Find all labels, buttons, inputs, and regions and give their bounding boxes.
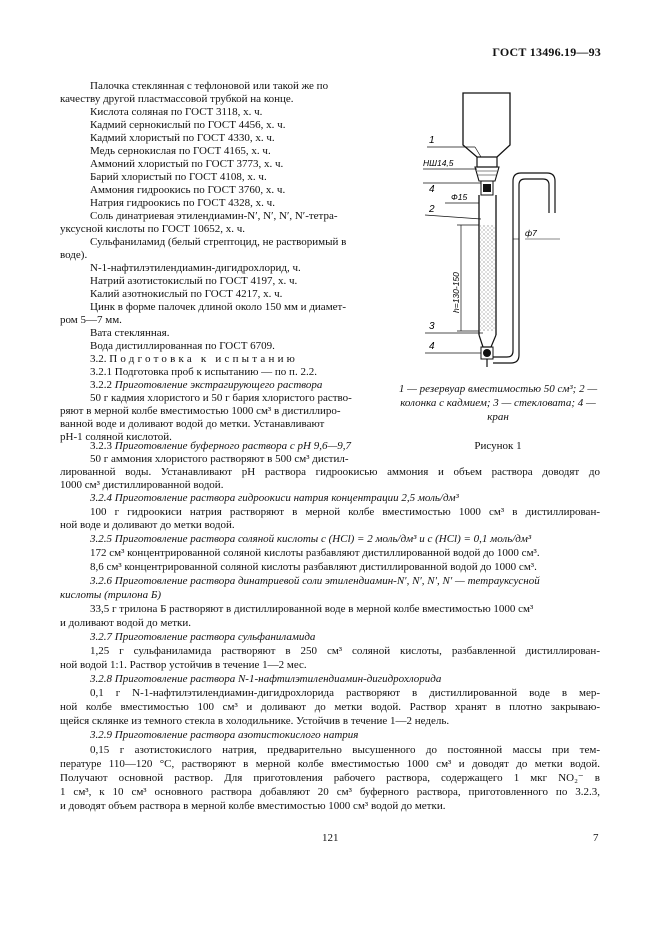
text-line: 0,1 г N-1-нафтилэтилендиамин-дигидрохлорида растворяют в дистиллированной воде в мер- (90, 687, 600, 699)
fig-label: 4 (429, 341, 435, 352)
text-line: щейся склянке из темного стекла в холодильнике. Устойчив в течение 1—2 недель. (60, 715, 450, 727)
text-line: Сульфаниламид (белый стрептоцид, не растворимый в (90, 236, 347, 248)
text-line: 50 г аммония хлористого растворяют в 500 см³ дистил- (90, 453, 349, 465)
apparatus-figure (395, 85, 600, 385)
subsection-heading: 3.2.9 Приготовление раствора азотистокислого натрия (90, 729, 359, 741)
text-line: 33,5 г трилона Б растворяют в дистиллированной воде в мерной колбе вместимостью 1000 см³ (90, 603, 534, 615)
figure-caption: 1 — резервуар вместимостью 50 см³; 2 — колонка с кадмием; 3 — стекловата; 4 — кран (398, 383, 598, 423)
text-line: Аммоний хлористый по ГОСТ 3773, х. ч. (90, 158, 284, 170)
text-line: ванной воде и доливают водой до метки. Устанавливают (60, 418, 325, 430)
text-line: Соль динатриевая этилендиамин-N′, N′, N′, N′-тетра- (90, 210, 338, 222)
subsection-heading: кислоты (трилона Б) (60, 589, 161, 601)
fig-label: 4 (429, 184, 435, 195)
text-line: Медь сернокислая по ГОСТ 4165, х. ч. (90, 145, 271, 157)
text-line: Кислота соляная по ГОСТ 3118, х. ч. (90, 106, 263, 118)
text-line: и доливают водой до метки. (60, 617, 192, 629)
text-line: Кадмий хлористый по ГОСТ 4330, х. ч. (90, 132, 275, 144)
subsection-title: Приготовление экстрагирующего раствора (114, 379, 323, 391)
text-line: Натрий азотистокислый по ГОСТ 4197, х. ч. (90, 275, 298, 287)
section-title: Подготовка к испытанию (109, 353, 299, 365)
text-line: ной воде и доливают до метки водой. (60, 519, 235, 531)
text-line: ной водой 1:1. Раствор устойчив в течение 1—2 мес. (60, 659, 307, 671)
text-line: 1,25 г сульфаниламида растворяют в 250 см³ соляной кислоты, разбавленной дистиллирован- (90, 645, 600, 657)
text-line: и доводят объем раствора в мерной колбе вместимостью 1000 см³ водой до метки. (60, 800, 446, 812)
text-line: Кадмий сернокислый по ГОСТ 4456, х. ч. (90, 119, 286, 131)
text-line: Цинк в форме палочек длиной около 150 мм и диамет- (90, 301, 347, 313)
text-line: пературе 110—120 °С, растворяют в мерной колбе вместимостью 1000 см³ и доводят до метки водой. (60, 758, 600, 770)
text-line: 1 см³, к 10 см³ основного раствора добавляют 20 см³ буферного раствора, приготовленного по 3.2.3, (60, 786, 600, 798)
fig-label: h=130-150 (451, 272, 461, 313)
document-header: ГОСТ 13496.19—93 (492, 45, 601, 59)
text-line: 0,15 г азотистокислого натрия, предварительно высушенного до постоянной массы при тем- (90, 744, 600, 756)
fig-label: 3 (429, 321, 435, 332)
text-line: Палочка стеклянная с тефлоновой или такой же по (90, 80, 329, 92)
subsection-number: 3.2.2 (90, 379, 115, 391)
cadmium-column (479, 195, 496, 347)
fig-label: Ф15 (451, 192, 468, 202)
text-line: ряют в мерной колбе вместимостью 1000 см³ в дистиллиро- (60, 405, 341, 417)
subsection-title: Приготовление буферного раствора с pH 9,6—9,7 (114, 440, 352, 452)
section-number: 3.2. (90, 353, 110, 365)
text-line: лированной воды. Устанавливают pH раствора гидроокисью аммония и объем раствора доводят до (60, 466, 600, 478)
text-line: N-1-нафтилэтилендиамин-дигидрохлорид, ч. (90, 262, 301, 274)
fig-label: ф7 (525, 228, 537, 238)
subsection-heading (60, 440, 415, 453)
subsection-heading: 3.2.5 Приготовление раствора соляной кислоты с (HCl) = 2 моль/дм³ и с (HCl) = 0,1 моль/дм³ (90, 533, 532, 545)
text-line: ром 5—7 мм. (60, 314, 122, 326)
text-line: 50 г кадмия хлористого и 50 г бария хлористого раство- (90, 392, 352, 404)
text-line: pH-1 соляной кислотой. (60, 431, 172, 443)
text-line: Вата стеклянная. (90, 327, 170, 339)
subsection-number: 3.2.3 (90, 440, 115, 452)
text-line: Вода дистиллированная по ГОСТ 6709. (90, 340, 275, 352)
lower-stopcock (481, 347, 493, 367)
outlet-tube (493, 173, 560, 363)
figure-title: Рисунок 1 (474, 440, 522, 452)
text-line: 172 см³ концентрированной соляной кислоты разбавляют дистиллированной водой до 1000 см³. (90, 547, 540, 559)
text-line: 100 г гидроокиси натрия растворяют в мерной колбе вместимостью 1000 см³ в дистиллирован- (90, 506, 600, 518)
subsection-heading: 3.2.8 Приготовление раствора N-1-нафтилэтилендиамин-дигидрохлорида (90, 673, 442, 685)
ground-joint (475, 167, 499, 181)
text-line: Калий азотнокислый по ГОСТ 4217, х. ч. (90, 288, 283, 300)
text-line: Барий хлористый по ГОСТ 4108, х. ч. (90, 171, 267, 183)
sheet-number: 7 (593, 832, 599, 844)
subsection-heading: 3.2.4 Приготовление раствора гидроокиси натрия концентрации 2,5 моль/дм³ (90, 492, 459, 504)
fig-label: НШ14,5 (423, 158, 454, 168)
section-heading (60, 353, 415, 366)
text-line: ной колбе вместимостью 100 см³ и доливают до метки водой. Раствор хранят в плотно закрываю- (60, 701, 600, 713)
text-line: Получают основной раствор. Для приготовления рабочего раствора, содержащего 1 мкг NO₂⁻ в (60, 772, 600, 784)
page-number: 121 (322, 832, 339, 844)
text-line: Аммония гидроокись по ГОСТ 3760, х. ч. (90, 184, 286, 196)
text-line: 8,6 см³ концентрированной соляной кислоты разбавляют дистиллированной водой до 1000 см³. (90, 561, 537, 573)
text-line: 1000 см³ дистиллированной водой. (60, 479, 224, 491)
text-line: воде). (60, 249, 88, 261)
upper-stopcock (481, 181, 493, 195)
fig-label: 2 (429, 204, 435, 215)
text-line: качеству другой пластмассовой трубкой на конце. (60, 93, 294, 105)
reservoir (463, 93, 510, 167)
text-line: Натрия гидроокись по ГОСТ 4328, х. ч. (90, 197, 275, 209)
subsection-heading: 3.2.7 Приготовление раствора сульфаниламида (90, 631, 316, 643)
text-line: уксусной кислоты по ГОСТ 10652, х. ч. (60, 223, 246, 235)
subsection-heading: 3.2.6 Приготовление раствора динатриевой соли этилендиамин-N′, N′, N′, N′ — тетрауксусной (90, 575, 540, 587)
text-line: 3.2.1 Подготовка проб к испытанию — по п. 2.2. (90, 366, 317, 378)
subsection-heading (60, 379, 415, 392)
fig-label: 1 (429, 135, 435, 146)
